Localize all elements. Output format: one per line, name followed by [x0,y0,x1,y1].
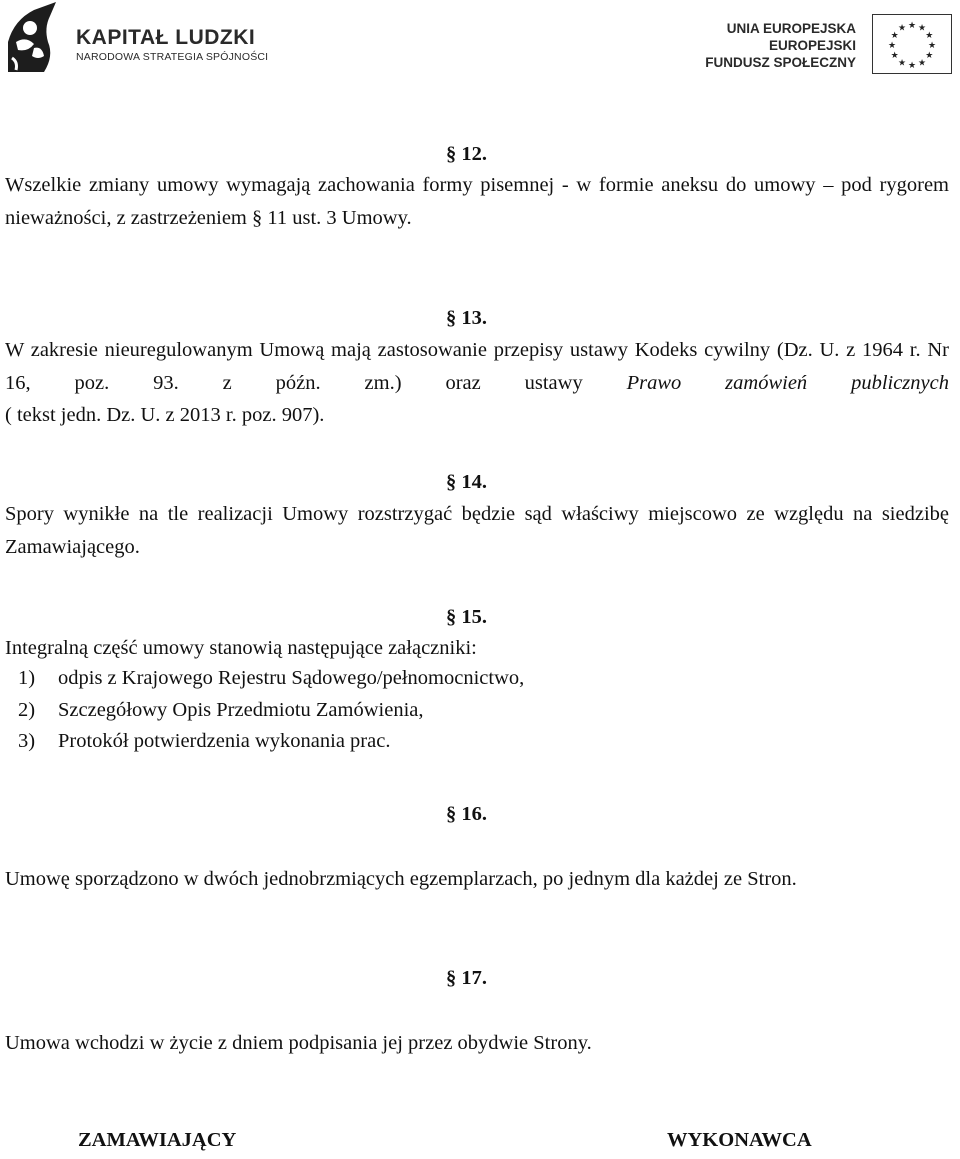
eu-flag-stars-icon [872,14,952,74]
eu-logo-text [705,20,856,71]
attachments-list [18,663,524,758]
section-12-text: Wszelkie zmiany umowy wymagają zachowania formy pisemnej - w formie aneksu do umowy – pod rygorem nieważności, z zastrzeżeniem § 11 ust. 3 Umowy. [5,174,949,229]
list-item-text: odpis z Krajowego Rejestru Sądowego/pełnomocnictwo, [58,667,525,689]
kapital-ludzki-subtitle: NARODOWA STRATEGIA SPÓJNOŚCI [76,51,269,63]
signature-contracting-authority: ZAMAWIAJĄCY [78,1129,237,1151]
section-17-heading: § 17. [446,967,487,989]
section-13-text-citation: ( tekst jedn. Dz. U. z 2013 r. poz. 907). [5,404,325,426]
eu-star-icon: ★ [897,23,907,34]
eu-star-icon: ★ [925,51,934,61]
list-item-text: Protokół potwierdzenia wykonania prac. [58,730,391,752]
signature-contractor: WYKONAWCA [667,1129,812,1151]
section-13-heading: § 13. [446,307,487,329]
list-item-number: 1) [18,667,36,689]
eu-star-icon: ★ [890,51,899,61]
eu-star-icon: ★ [887,41,897,51]
list-item [18,663,524,695]
eu-star-icon: ★ [890,31,899,41]
section-14-heading: § 14. [446,471,487,493]
eu-star-icon: ★ [907,21,917,31]
section-16-text: Umowę sporządzono w dwóch jednobrzmiących egzemplarzach, po jednym dla każdej ze Stron. [5,868,797,890]
eu-star-icon: ★ [907,61,917,71]
eu-logo [696,10,956,74]
list-item [18,695,524,727]
section-17-text: Umowa wchodzi w życie z dniem podpisania jej przez obydwie Strony. [5,1032,592,1054]
eu-logo-line2: EUROPEJSKI [768,38,856,53]
section-13-text-main: W zakresie nieuregulowanym Umową mają zastosowanie przepisy ustawy Kodeks cywilny (Dz. U. z 1964 r. Nr 16, poz. 93. z późn. zm.) oraz ustawy [5,339,949,394]
kapital-ludzki-logo [4,2,269,76]
section-13-text [5,334,949,399]
section-15-intro: Integralną część umowy stanowią następujące załączniki: [5,637,477,659]
list-item-number: 2) [18,698,36,721]
eu-star-icon: ★ [917,23,927,34]
section-14-text: Spory wynikłe na tle realizacji Umowy rozstrzygać będzie sąd właściwy miejscowo ze względu na siedzibę Zamawiającego. [5,503,949,558]
section-15-heading: § 15. [446,606,487,628]
kapital-ludzki-figure-icon [4,2,66,74]
list-item-number: 3) [18,730,36,752]
section-13-act-name: Prawo zamówień publicznych [626,371,949,394]
list-item-text: Szczegółowy Opis Przedmiotu Zamówienia, [58,698,424,721]
eu-star-icon: ★ [927,41,937,51]
eu-logo-line3: FUNDUSZ SPOŁECZNY [705,55,856,70]
eu-logo-line1: UNIA EUROPEJSKA [726,21,856,36]
section-12-heading: § 12. [446,143,487,165]
eu-star-icon: ★ [917,58,927,69]
eu-star-icon: ★ [925,31,934,41]
section-16-heading: § 16. [446,803,487,825]
list-item [18,726,524,758]
eu-star-icon: ★ [897,58,907,69]
kapital-ludzki-title: KAPITAŁ LUDZKI [76,26,256,49]
